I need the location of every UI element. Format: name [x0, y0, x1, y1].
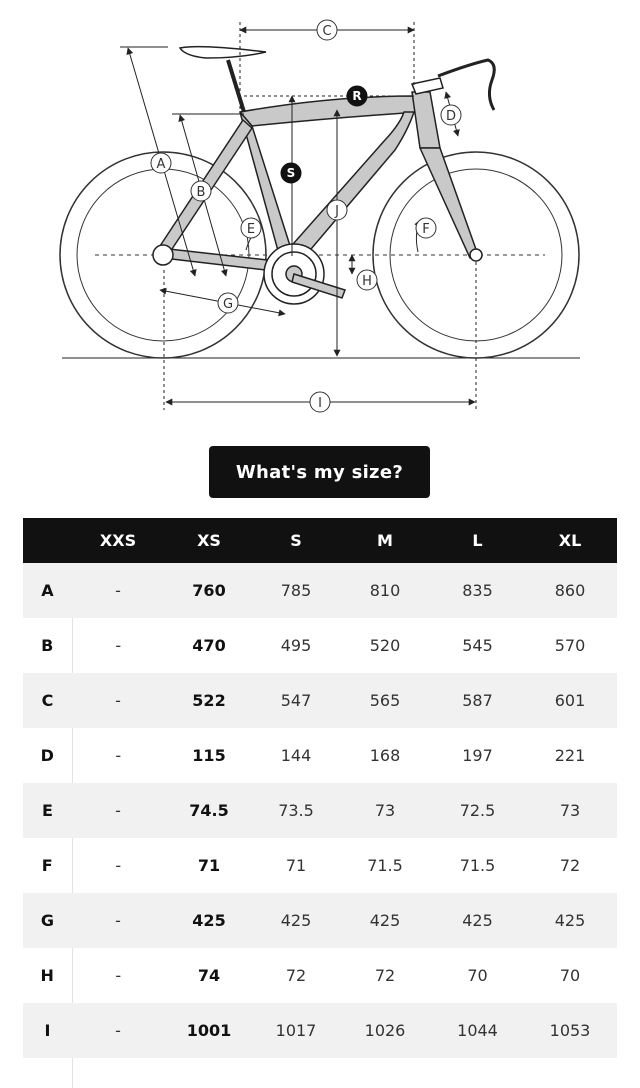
table-cell: 1001 [164, 1003, 254, 1058]
svg-text:G: G [222, 297, 234, 312]
table-cell: 860 [523, 563, 617, 618]
label-h [357, 270, 377, 290]
table-cell [338, 1058, 432, 1088]
table-cell: - [72, 893, 164, 948]
size-chart-table [23, 518, 618, 1088]
table-cell: 197 [432, 728, 523, 783]
table-cell: 71 [254, 838, 338, 893]
table-cell: 425 [338, 893, 432, 948]
table-cell: 73 [523, 783, 617, 838]
table-cell: 785 [254, 563, 338, 618]
label-g [218, 293, 238, 313]
table-row [23, 893, 617, 948]
table-cell: 70 [523, 948, 617, 1003]
table-cell: - [72, 948, 164, 1003]
table-cell: 522 [164, 673, 254, 728]
table-cell: - [72, 783, 164, 838]
table-cell: 74 [164, 948, 254, 1003]
bike-geometry-diagram [0, 0, 640, 430]
row-label: A [23, 563, 72, 618]
table-cell: 425 [254, 893, 338, 948]
table-cell: 72 [254, 948, 338, 1003]
table-cell: 71 [164, 838, 254, 893]
label-a [151, 153, 171, 173]
table-cell: 810 [338, 563, 432, 618]
table-cell: 1044 [432, 1003, 523, 1058]
table-cell: 425 [432, 893, 523, 948]
table-cell: 547 [254, 673, 338, 728]
table-cell: - [72, 728, 164, 783]
crankset [264, 244, 345, 304]
header-corner [23, 518, 72, 563]
svg-text:S: S [286, 166, 296, 180]
row-label: C [23, 673, 72, 728]
saddle [180, 47, 266, 112]
table-row [23, 1003, 617, 1058]
table-cell: 72 [523, 838, 617, 893]
table-cell: 835 [432, 563, 523, 618]
label-c [317, 20, 337, 40]
table-row [23, 783, 617, 838]
table-cell: 587 [432, 673, 523, 728]
table-cell: 70 [432, 948, 523, 1003]
header-xxs: XXS [72, 518, 164, 563]
svg-text:D: D [445, 109, 457, 124]
header-l: L [432, 518, 523, 563]
table-cell: 495 [254, 618, 338, 673]
svg-text:R: R [352, 89, 362, 103]
label-s [281, 163, 301, 183]
row-label: F [23, 838, 72, 893]
table-row [23, 838, 617, 893]
row-label: D [23, 728, 72, 783]
svg-text:A: A [156, 157, 166, 172]
table-cell: 601 [523, 673, 617, 728]
table-row [23, 948, 617, 1003]
table-row [23, 728, 617, 783]
table-row-partial [23, 1058, 617, 1088]
table-cell [432, 1058, 523, 1088]
table-cell: - [72, 673, 164, 728]
row-label: B [23, 618, 72, 673]
table-cell: 72.5 [432, 783, 523, 838]
table-cell: 71.5 [432, 838, 523, 893]
svg-text:F: F [422, 222, 430, 237]
table-cell [523, 1058, 617, 1088]
label-f [416, 218, 436, 238]
row-label [23, 1058, 72, 1088]
svg-text:E: E [246, 222, 256, 237]
table-cell: 72 [338, 948, 432, 1003]
table-cell: 73.5 [254, 783, 338, 838]
row-label: H [23, 948, 72, 1003]
header-xs: XS [164, 518, 254, 563]
label-j [327, 200, 347, 220]
table-cell [254, 1058, 338, 1088]
label-e [241, 218, 261, 238]
table-cell: 168 [338, 728, 432, 783]
table-cell: 71.5 [338, 838, 432, 893]
svg-text:C: C [322, 24, 332, 39]
table-cell [72, 1058, 164, 1088]
table-header-row [23, 518, 617, 563]
svg-text:B: B [196, 185, 206, 200]
table-cell: - [72, 838, 164, 893]
table-cell: 545 [432, 618, 523, 673]
label-i [310, 392, 330, 412]
table-cell: - [72, 563, 164, 618]
whats-my-size-button[interactable]: What's my size? [209, 446, 430, 498]
table-cell: 425 [164, 893, 254, 948]
table-row [23, 618, 617, 673]
header-s: S [254, 518, 338, 563]
table-row [23, 563, 617, 618]
label-b [191, 181, 211, 201]
table-cell: 520 [338, 618, 432, 673]
label-d [441, 105, 461, 125]
table-cell: 1017 [254, 1003, 338, 1058]
table-cell: 74.5 [164, 783, 254, 838]
table-row [23, 673, 617, 728]
cassette [153, 245, 173, 265]
table-cell: 760 [164, 563, 254, 618]
table-cell: 470 [164, 618, 254, 673]
row-label: I [23, 1003, 72, 1058]
table-cell: 73 [338, 783, 432, 838]
table-cell: - [72, 1003, 164, 1058]
table-cell [164, 1058, 254, 1088]
header-m: M [338, 518, 432, 563]
table-cell: 1053 [523, 1003, 617, 1058]
svg-text:I: I [318, 396, 322, 411]
table-cell: 570 [523, 618, 617, 673]
table-cell: 565 [338, 673, 432, 728]
header-xl: XL [523, 518, 617, 563]
label-r [347, 86, 367, 106]
row-label: G [23, 893, 72, 948]
table-cell: 144 [254, 728, 338, 783]
table-cell: 425 [523, 893, 617, 948]
svg-text:H: H [362, 274, 372, 289]
svg-text:J: J [335, 204, 339, 219]
table-cell: 1026 [338, 1003, 432, 1058]
table-cell: - [72, 618, 164, 673]
front-hub [470, 249, 482, 261]
row-label: E [23, 783, 72, 838]
table-cell: 115 [164, 728, 254, 783]
table-cell: 221 [523, 728, 617, 783]
